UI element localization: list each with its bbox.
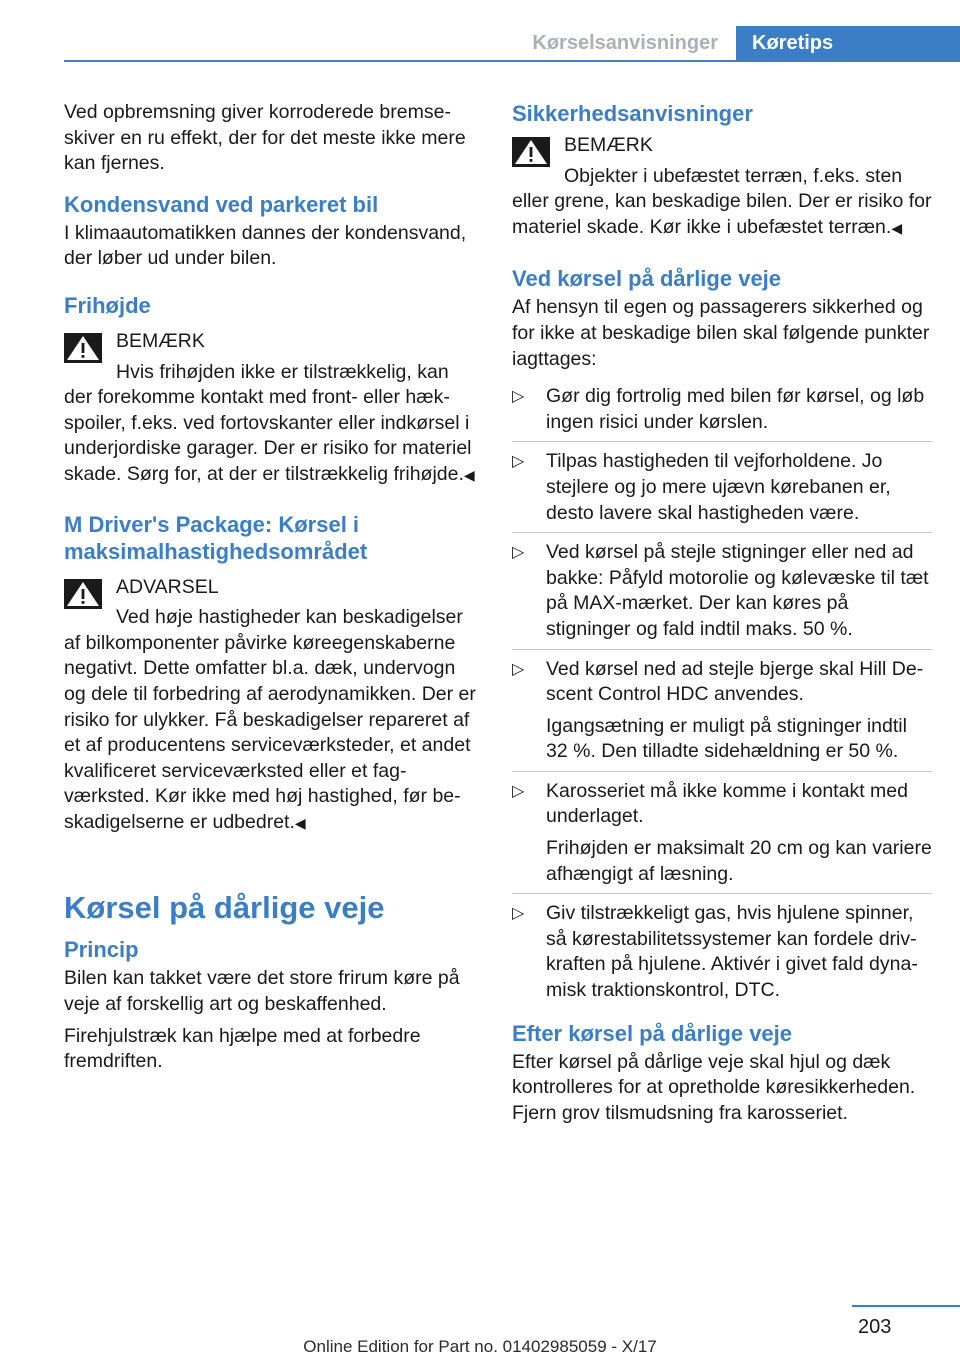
right-column <box>512 100 932 1132</box>
heading-ved-korsel: Ved kørsel på dårlige veje <box>512 266 782 292</box>
left-column <box>64 100 480 1081</box>
bullet-triangle-icon: ▷ <box>512 388 525 406</box>
bullet-triangle-icon: ▷ <box>512 544 525 562</box>
list-item-text: Ved kørsel på stejle stigninger eller ned ad bakke: Påfyld motorolie og kølevæske til tæt på MAX-mærket. Der kan køres på stigninger og fald indtil maks. 50 %. <box>546 541 929 640</box>
heading-frihojde: Frihøjde <box>64 292 151 318</box>
divider <box>512 649 932 650</box>
list-item-text: Ved kørsel ned ad stejle bjerge skal Hill Descent Control HDC anvendes. <box>546 657 924 706</box>
list-item-text: Gør dig fortrolig med bilen før kørsel, og løb ingen risici under kørslen. <box>546 385 925 433</box>
list-item-text: Giv tilstrækkeligt gas, hvis hjulene spinner, så kørestabilitetssystemer kan fordele drivkraften på hjulene. Aktivér i givet fald dynamisk traktionskontrol, DTC. <box>546 902 918 1002</box>
end-marker: ◀ <box>891 219 903 236</box>
paragraph-kondensvand: I klimaautomatikken dannes der kondensvand, der løber ud under bilen. <box>64 221 467 270</box>
divider <box>512 771 932 772</box>
list-item-extra-text: Frihøjden er maksimalt 20 cm og kan variere afhængigt af læsning. <box>546 837 932 885</box>
list-item <box>512 657 932 765</box>
warning-triangle-icon <box>512 137 550 167</box>
list-item <box>512 779 932 887</box>
paragraph-efter-korsel: Efter kørsel på dårlige veje skal hjul og dæk kontrolleres for at opretholde køresikkerheden. Fjern grov tilsmudsning fra karosseriet. <box>512 1050 916 1124</box>
bullet-triangle-icon: ▷ <box>512 660 525 678</box>
page-number: 203 <box>858 1316 892 1338</box>
notice-box-sikkerhed <box>512 133 932 241</box>
notice-label: BEMÆRK <box>564 134 653 156</box>
notice-box-frihojde <box>64 329 480 489</box>
divider <box>512 532 932 533</box>
heading-m-drivers-package: M Driver's Package: Kørsel i maksimalhastighedsområdet <box>64 511 368 564</box>
footer-edition: Online Edition for Part no. 01402985059 - X/17 <box>303 1337 657 1356</box>
list-item-extra-text: Igangsætning er muligt på stigninger indtil 32 %. Den tilladte sidehældning er 50 %. <box>546 714 907 763</box>
list-item <box>512 901 932 1003</box>
header-current-tab[interactable]: Køretips <box>736 26 960 60</box>
paragraph-ved-korsel: Af hensyn til egen og passagerers sikkerhed og for ikke at beskadige bilen skal følgende punkter iagttages: <box>512 296 930 370</box>
paragraph-princip-1: Bilen kan takket være det store frirum køre på veje af forskellig art og beskaffenhed. <box>64 967 460 1016</box>
end-marker: ◀ <box>463 466 475 483</box>
bullet-triangle-icon: ▷ <box>512 453 525 471</box>
page-number-rule <box>852 1305 960 1307</box>
list-item-text: Tilpas hastigheden til vejforholdene. Jo stejlere og jo mere ujævn kørebanen er, desto lavere skal hastigheden være. <box>546 450 891 524</box>
heading-sikkerhedsanvisninger: Sikkerhedsanvisninger <box>512 101 753 126</box>
paragraph-princip-2: Firehjulstræk kan hjælpe med at forbedre fremdriften. <box>64 1024 421 1073</box>
heading-kondensvand: Kondensvand ved parkeret bil <box>64 191 379 217</box>
notice-label: BEMÆRK <box>116 329 205 352</box>
warning-triangle-icon <box>64 333 102 363</box>
end-marker: ◀ <box>294 814 306 831</box>
notice-text: Ved høje hastigheder kan beskadigelser af bilkomponenter påvirke køreegenskaberne negativt. Dette omfatter bl.a. dæk, undervogn og dele til forbedring af aerodynamikken. Der er risiko for ulykker. Få beskadigelser repareret af et af producentens serviceværksteder, et andet kvalificeret serviceværksted eller et fagværksted. Kør ikke med høj hastighed, før beskadigelserne er udbedret. <box>64 606 476 833</box>
heading-efter-korsel: Efter kørsel på dårlige veje <box>512 1020 793 1046</box>
heading-korsel-paa-daarlige-veje: Kørsel på dårlige veje <box>64 890 385 926</box>
paragraph-brakes: Ved opbremsning giver korroderede bremseskiver en ru effekt, der for det meste ikke mere kan fjernes. <box>64 101 466 175</box>
divider <box>512 441 932 442</box>
notice-text: Hvis frihøjden ikke er tilstrækkelig, kan der forekomme kontakt med front- eller hækspoiler, f.eks. ved fortovskanter eller indkørsel i underjordiske garager. Der er risiko for materiel skade. Sørg for, at der er tilstrækkelig frihøjde. <box>64 360 472 485</box>
precautions-list <box>512 384 932 1003</box>
warning-triangle-icon <box>64 579 102 609</box>
list-item <box>512 384 932 435</box>
list-item-text: Karosseriet må ikke komme i kontakt med underlaget. <box>546 779 908 828</box>
bullet-triangle-icon: ▷ <box>512 782 525 800</box>
bullet-triangle-icon: ▷ <box>512 905 525 923</box>
divider <box>512 893 932 894</box>
header-section-tab[interactable]: Kørselsanvisninger <box>532 32 718 54</box>
page-header <box>64 26 960 62</box>
notice-box-m-drivers <box>64 575 480 837</box>
heading-princip: Princip <box>64 937 139 963</box>
list-item <box>512 449 932 526</box>
notice-text: Objekter i ubefæstet terræn, f.eks. sten eller grene, kan beskadige bilen. Der er risiko for materiel skade. Kør ikke i ubefæstet terræn. <box>512 164 932 238</box>
list-item <box>512 540 932 642</box>
notice-label: ADVARSEL <box>116 575 219 598</box>
